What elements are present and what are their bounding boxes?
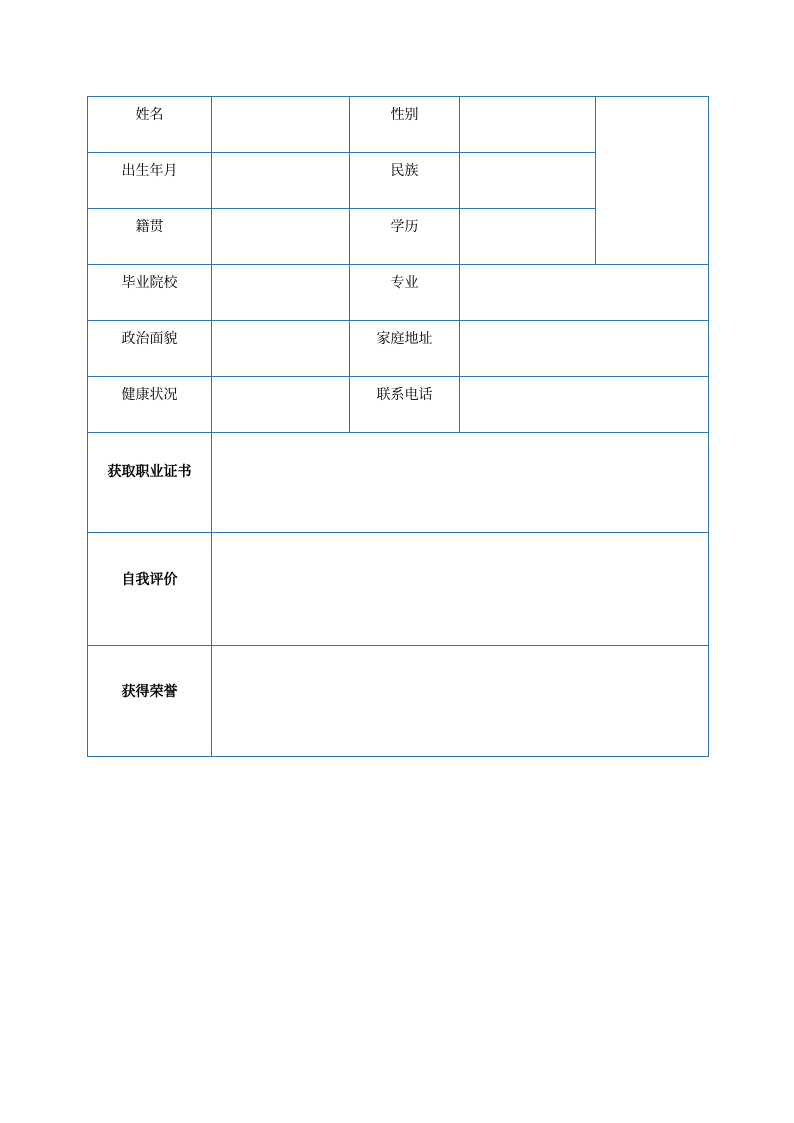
honors-field[interactable] (212, 646, 709, 757)
major-field[interactable] (460, 265, 709, 321)
origin-label: 籍贯 (88, 209, 212, 265)
political-label: 政治面貌 (88, 321, 212, 377)
education-field[interactable] (460, 209, 596, 265)
certificates-field[interactable] (212, 433, 709, 533)
political-field[interactable] (212, 321, 350, 377)
self-evaluation-field[interactable] (212, 533, 709, 646)
row-certificates (88, 433, 709, 533)
health-label: 健康状况 (88, 377, 212, 433)
phone-label: 联系电话 (350, 377, 460, 433)
row-name (88, 97, 709, 153)
row-honors (88, 646, 709, 757)
name-label: 姓名 (88, 97, 212, 153)
address-label: 家庭地址 (350, 321, 460, 377)
row-self-evaluation (88, 533, 709, 646)
honors-label: 获得荣誉 (88, 646, 212, 757)
photo-cell[interactable] (596, 97, 709, 265)
gender-label: 性别 (350, 97, 460, 153)
birth-field[interactable] (212, 153, 350, 209)
self-evaluation-label: 自我评价 (88, 533, 212, 646)
resume-form-table (87, 96, 709, 757)
birth-label: 出生年月 (88, 153, 212, 209)
row-political (88, 321, 709, 377)
origin-field[interactable] (212, 209, 350, 265)
address-field[interactable] (460, 321, 709, 377)
certificates-label: 获取职业证书 (88, 433, 212, 533)
ethnicity-field[interactable] (460, 153, 596, 209)
name-field[interactable] (212, 97, 350, 153)
gender-field[interactable] (460, 97, 596, 153)
row-school (88, 265, 709, 321)
school-label: 毕业院校 (88, 265, 212, 321)
school-field[interactable] (212, 265, 350, 321)
row-health (88, 377, 709, 433)
major-label: 专业 (350, 265, 460, 321)
education-label: 学历 (350, 209, 460, 265)
phone-field[interactable] (460, 377, 709, 433)
health-field[interactable] (212, 377, 350, 433)
ethnicity-label: 民族 (350, 153, 460, 209)
